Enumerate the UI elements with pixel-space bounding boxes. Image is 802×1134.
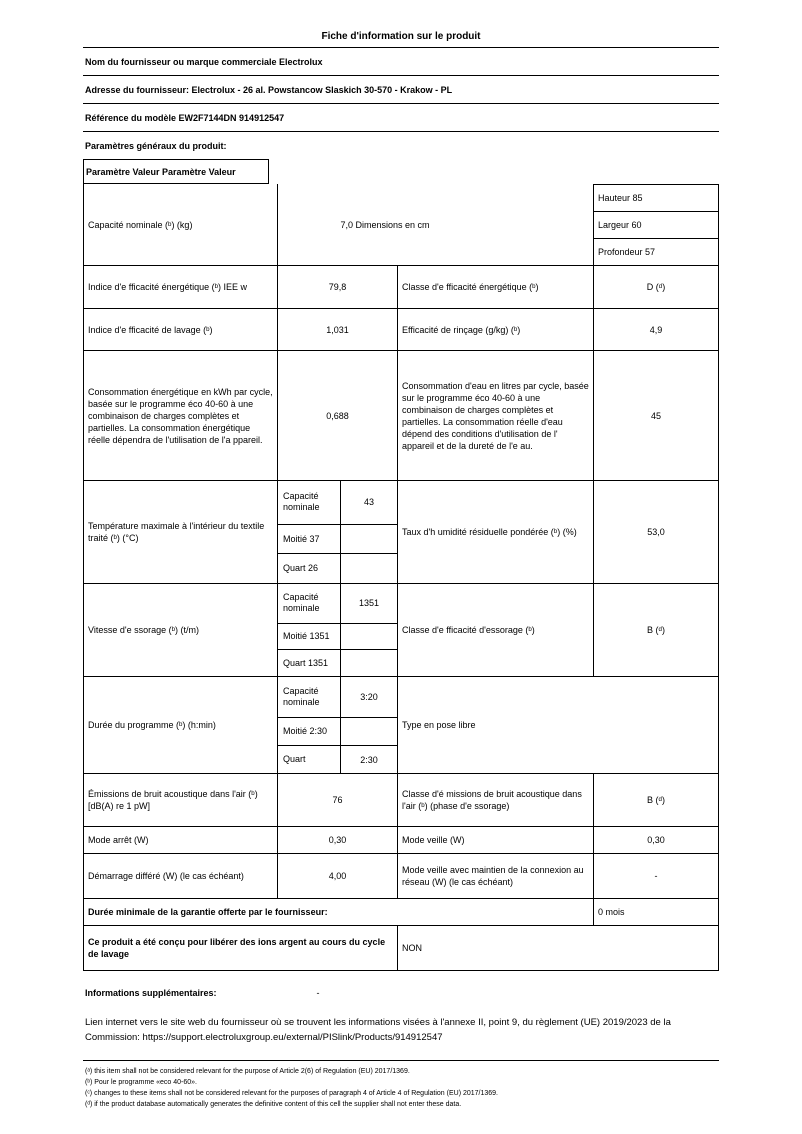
temperature-quarter-label: Quart 26 — [278, 554, 341, 583]
general-params-label: Paramètres généraux du produit: — [85, 140, 227, 151]
installation-type-label: Type en pose libre — [402, 720, 476, 730]
temperature-subrow-half — [278, 525, 397, 555]
temperature-quarter-value — [341, 554, 397, 583]
row-wash-index — [84, 309, 718, 351]
document-title: Fiche d'information sur le produit — [83, 28, 719, 48]
noise-class-label: Classe d'é missions de bruit acoustique dans l'air (ᵇ) (phase d'e ssorage) — [398, 774, 594, 826]
parameters-table — [83, 184, 719, 971]
duration-nominal-label: Capacité nominale — [278, 677, 341, 717]
supplier-link-url[interactable]: https://support.electroluxgroup.eu/external/PISlink/Products/914912547 — [142, 1032, 443, 1043]
energy-class-value: D (ᵈ) — [646, 282, 666, 292]
additional-info-value: - — [316, 988, 320, 998]
humidity-label: Taux d'h umidité résiduelle pondérée (ᵇ) (%) — [398, 481, 594, 583]
off-mode-label: Mode arrêt (W) — [84, 827, 278, 853]
temperature-subtable — [278, 481, 398, 583]
duration-half-label: Moitié 2:30 — [278, 718, 341, 745]
noise-class-value: B (ᵈ) — [647, 795, 665, 805]
spin-half-value — [341, 624, 397, 650]
row-temperature — [84, 481, 718, 584]
standby-label: Mode veille (W) — [398, 827, 594, 853]
footnotes-section — [83, 1060, 719, 1110]
delayed-start-label: Démarrage différé (W) (le cas échéant) — [84, 854, 278, 898]
standby-value: 0,30 — [647, 835, 665, 845]
row-spin-speed — [84, 584, 718, 677]
row-warranty — [84, 899, 718, 926]
model-row — [83, 104, 719, 132]
general-params-row — [83, 132, 719, 159]
spin-class-label: Classe d'e fficacité d'essorage (ᵇ) — [398, 584, 594, 676]
spin-speed-subtable — [278, 584, 398, 676]
noise-label: Émissions de bruit acoustique dans l'air (ᵇ) [dB(A) re 1 pW] — [84, 774, 278, 826]
row-energy-index — [84, 266, 718, 309]
supplier-link-paragraph — [83, 1015, 723, 1045]
temperature-nominal-value: 43 — [363, 497, 374, 508]
row-silver-ions — [84, 926, 718, 971]
duration-quarter-value: 2:30 — [360, 754, 378, 765]
spin-quarter-value — [341, 650, 397, 676]
row-duration — [84, 677, 718, 774]
silver-ions-value: NON — [402, 943, 422, 953]
row-noise — [84, 774, 718, 827]
temperature-subrow-nominal — [278, 481, 397, 525]
duration-quarter-label: Quart — [278, 746, 341, 773]
duration-nominal-value: 3:20 — [360, 692, 378, 703]
delayed-start-value: 4,00 — [278, 854, 398, 898]
spin-nominal-label: Capacité nominale — [278, 584, 341, 623]
networked-standby-value: - — [654, 871, 658, 881]
additional-info-row — [83, 987, 719, 999]
spin-half-label: Moitié 1351 — [278, 624, 341, 650]
spin-quarter-label: Quart 1351 — [278, 650, 341, 676]
wash-index-value: 1,031 — [278, 309, 398, 350]
temperature-nominal-label: Capacité nominale — [278, 481, 341, 524]
supplier-row — [83, 48, 719, 76]
silver-ions-label: Ce produit a été conçu pour libérer des ions argent au cours du cycle de lavage — [84, 926, 398, 970]
humidity-value: 53,0 — [647, 527, 665, 537]
temperature-subrow-quarter — [278, 554, 397, 583]
spin-subrow-quarter — [278, 650, 397, 676]
footnote-d: (ᵈ) if the product database automatically generates the definitive content of this cell the supplier shall not enter these data. — [85, 1101, 462, 1108]
energy-index-label: Indice d'e fficacité énergétique (ᵇ) IEE w — [84, 266, 278, 308]
temperature-label: Température maximale à l'intérieur du textile traité (ᵇ) (°C) — [84, 481, 278, 583]
spin-nominal-value: 1351 — [358, 598, 380, 609]
spin-speed-label: Vitesse d'e ssorage (ᵇ) (t/m) — [84, 584, 278, 676]
table-header-text: Paramètre Valeur Paramètre Valeur — [86, 166, 236, 177]
energy-consumption-label: Consommation énergétique en kWh par cycle, basée sur le programme éco 40-60 à une combinaison de charges complètes et partielles. La consommation énergétique réelle dépendra de l'utilisation de l'a ppareil. — [84, 351, 278, 480]
spin-subrow-half — [278, 624, 397, 651]
duration-subrow-quarter — [278, 746, 397, 773]
temperature-half-label: Moitié 37 — [278, 525, 341, 554]
energy-index-value: 79,8 — [278, 266, 398, 308]
dimension-height: Hauteur 85 — [594, 184, 718, 212]
rinse-efficiency-value: 4,9 — [649, 324, 663, 335]
warranty-value: 0 mois — [598, 907, 625, 917]
footnote-c: (ᶜ) changes to these items shall not be considered relevant for the purposes of paragraph 4 of Article 4 of Regulation (EU) 2017/1369. — [85, 1090, 498, 1097]
footnote-b: (ᵇ) Pour le programme «eco 40-60». — [85, 1079, 197, 1086]
address-text: Adresse du fournisseur: Electrolux - 26 al. Powstancow Slaskich 30-570 - Krakow - PL — [85, 84, 453, 95]
duration-subrow-half — [278, 718, 397, 746]
supplier-link-intro: Lien internet vers le site web du fournisseur où se trouvent les informations visées à l'annexe II, point 9, du règlement (UE) 2019/2023 de la Commission: — [85, 1017, 671, 1043]
spin-class-value: B (ᵈ) — [647, 625, 665, 635]
additional-info-label: Informations supplémentaires: — [85, 988, 217, 998]
rinse-efficiency-label: Efficacité de rinçage (g/kg) (ᵇ) — [398, 309, 594, 350]
water-consumption-value: 45 — [650, 410, 661, 421]
dimensions-cell — [594, 184, 718, 265]
footnote-a: (ᵃ) this item shall not be considered relevant for the purpose of Article 2(6) of Regulation (EU) 2017/1369. — [85, 1068, 410, 1075]
capacity-label: Capacité nominale (ᵇ) (kg) — [84, 184, 278, 265]
address-row — [83, 76, 719, 104]
networked-standby-label: Mode veille avec maintien de la connexion au réseau (W) (le cas échéant) — [398, 854, 594, 898]
duration-subrow-nominal — [278, 677, 397, 718]
warranty-label: Durée minimale de la garantie offerte par le fournisseur: — [84, 899, 594, 925]
duration-subtable — [278, 677, 398, 773]
temperature-half-value — [341, 525, 397, 554]
product-fiche — [83, 28, 719, 1110]
wash-index-label: Indice d'e fficacité de lavage (ᵇ) — [84, 309, 278, 350]
off-mode-value: 0,30 — [278, 827, 398, 853]
dimension-depth: Profondeur 57 — [598, 247, 656, 257]
water-consumption-label: Consommation d'eau en litres par cycle, basée sur le programme éco 40-60 à une combinaison de charges complètes et partielles. La consommation réelle d'eau dépend des conditions d'utilisation de l' appareil et de la dureté de l'e au. — [398, 351, 594, 480]
noise-value: 76 — [278, 774, 398, 826]
duration-half-value — [341, 718, 397, 745]
row-off-mode — [84, 827, 718, 854]
capacity-value: 7,0 Dimensions en cm — [278, 184, 594, 265]
energy-class-label: Classe d'e fficacité énergétique (ᵇ) — [398, 266, 594, 308]
model-text: Référence du modèle EW2F7144DN 914912547 — [85, 112, 285, 123]
row-consumption — [84, 351, 718, 481]
row-delayed-start — [84, 854, 718, 899]
energy-consumption-value: 0,688 — [278, 351, 398, 480]
dimension-width: Largeur 60 — [594, 212, 718, 239]
duration-label: Durée du programme (ᵇ) (h:min) — [84, 677, 278, 773]
supplier-text: Nom du fournisseur ou marque commerciale Electrolux — [85, 56, 323, 67]
spin-subrow-nominal — [278, 584, 397, 624]
row-capacity — [84, 184, 718, 266]
table-header-box — [83, 159, 269, 184]
